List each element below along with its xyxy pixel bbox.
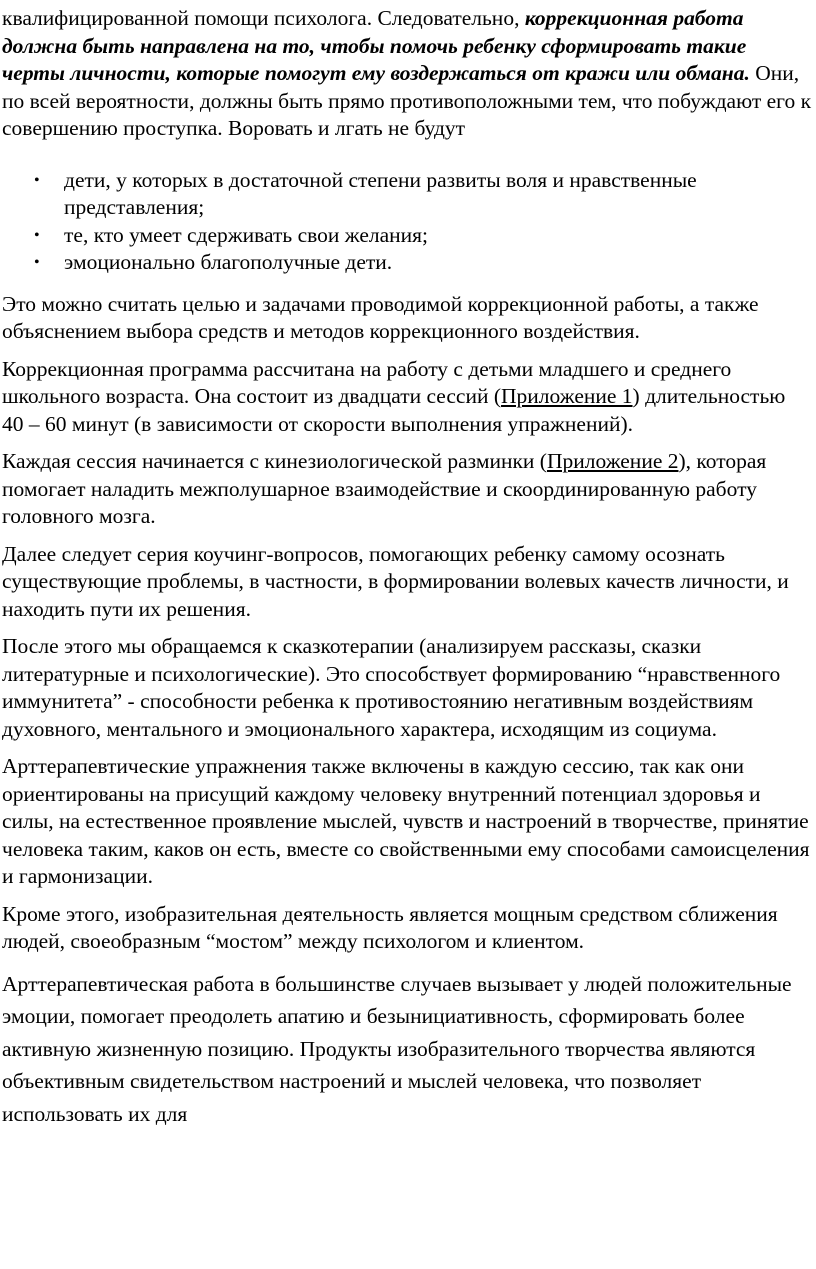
bullet-icon: •: [34, 254, 40, 271]
paragraph-session-start: [2, 448, 812, 531]
paragraph-program-text-b: ) длительностью 40 – 60 минут (в зависимости от скорости выполнения упражнений).: [2, 384, 786, 436]
paragraph-visual-activity: Кроме этого, изобразительная деятельность является мощным средством сближения людей, своеобразным “мостом” между психологом и клиентом.: [2, 901, 778, 953]
appendix-1-link[interactable]: Приложение 1: [501, 384, 633, 408]
paragraph-art-therapy: Арттерапевтические упражнения также включены в каждую сессию, так как они ориентированы на присущий каждому человеку внутренний потенциал здоровья и силы, на естественное проявление мыслей, чувств и настроений в творчестве, принятие человека таким, каков он есть, вместе со свойственными ему способами самоисцеления и гармонизации.: [2, 754, 810, 888]
paragraph-fairytale-therapy: После этого мы обращаемся к сказкотерапии (анализируем рассказы, сказки литературные и психологические). Это способствует формированию “нравственного иммунитета” - способности ребенка к противостоянию негативным воздействиям духовного, ментального и эмоционального характера, исходящим из социума.: [2, 634, 781, 741]
list-item-text: те, кто умеет сдерживать свои желания;: [64, 222, 429, 247]
bullet-list: [2, 167, 812, 277]
paragraph-art-therapy-work: Арттерапевтическая работа в большинстве случаев вызывает у людей положительные эмоции, помогает преодолеть апатию и безынициативность, сформировать более активную жизненную позицию. Продукты изобразительного творчества являются объективным свидетельством настроений и мыслей человека, что позволяет использовать их для: [2, 971, 792, 1126]
bullet-icon: •: [34, 171, 40, 189]
paragraph-session-text-b: ), которая помогает наладить межполушарное взаимодействие и скоординированную работу головного мозга.: [2, 449, 767, 528]
paragraph-program-text-a: Коррекционная программа рассчитана на работу с детьми младшего и среднего школьного возраста. Она состоит из двадцати сессий (: [2, 356, 732, 408]
list-item: [2, 167, 812, 222]
list-item-text: дети, у которых в достаточной степени развиты воля и нравственные представления;: [64, 167, 697, 219]
intro-paragraph: [2, 0, 812, 143]
list-item: [2, 249, 812, 277]
bullet-icon: •: [34, 226, 40, 244]
paragraph-coaching: Далее следует серия коучинг-вопросов, помогающих ребенку самому осознать существующие проблемы, в частности, в формировании волевых качеств личности, и находить пути их решения.: [2, 541, 789, 621]
intro-lead-text: квалифицированной помощи психолога. Следовательно,: [2, 6, 525, 30]
paragraph-goals: Это можно считать целью и задачами проводимой коррекционной работы, а также объяснением выбора средств и методов коррекционного воздействия.: [2, 291, 759, 343]
paragraph-session-text-a: Каждая сессия начинается с кинезиологической разминки (: [2, 449, 547, 473]
intro-tail-text: Они, по всей вероятности, должны быть прямо противоположными тем, что побуждают его к совершению проступка. Воровать и лгать не будут: [2, 61, 812, 140]
list-item-text: эмоционально благополучные дети.: [64, 250, 393, 274]
list-item: [2, 222, 812, 250]
intro-emphasis-text: коррекционная работа должна быть направлена на то, чтобы помочь ребенку сформировать такие черты личности, которые помогут ему воздержаться от кражи или обмана.: [2, 6, 750, 85]
appendix-2-link[interactable]: Приложение 2: [546, 449, 679, 473]
paragraph-program: [2, 356, 812, 439]
